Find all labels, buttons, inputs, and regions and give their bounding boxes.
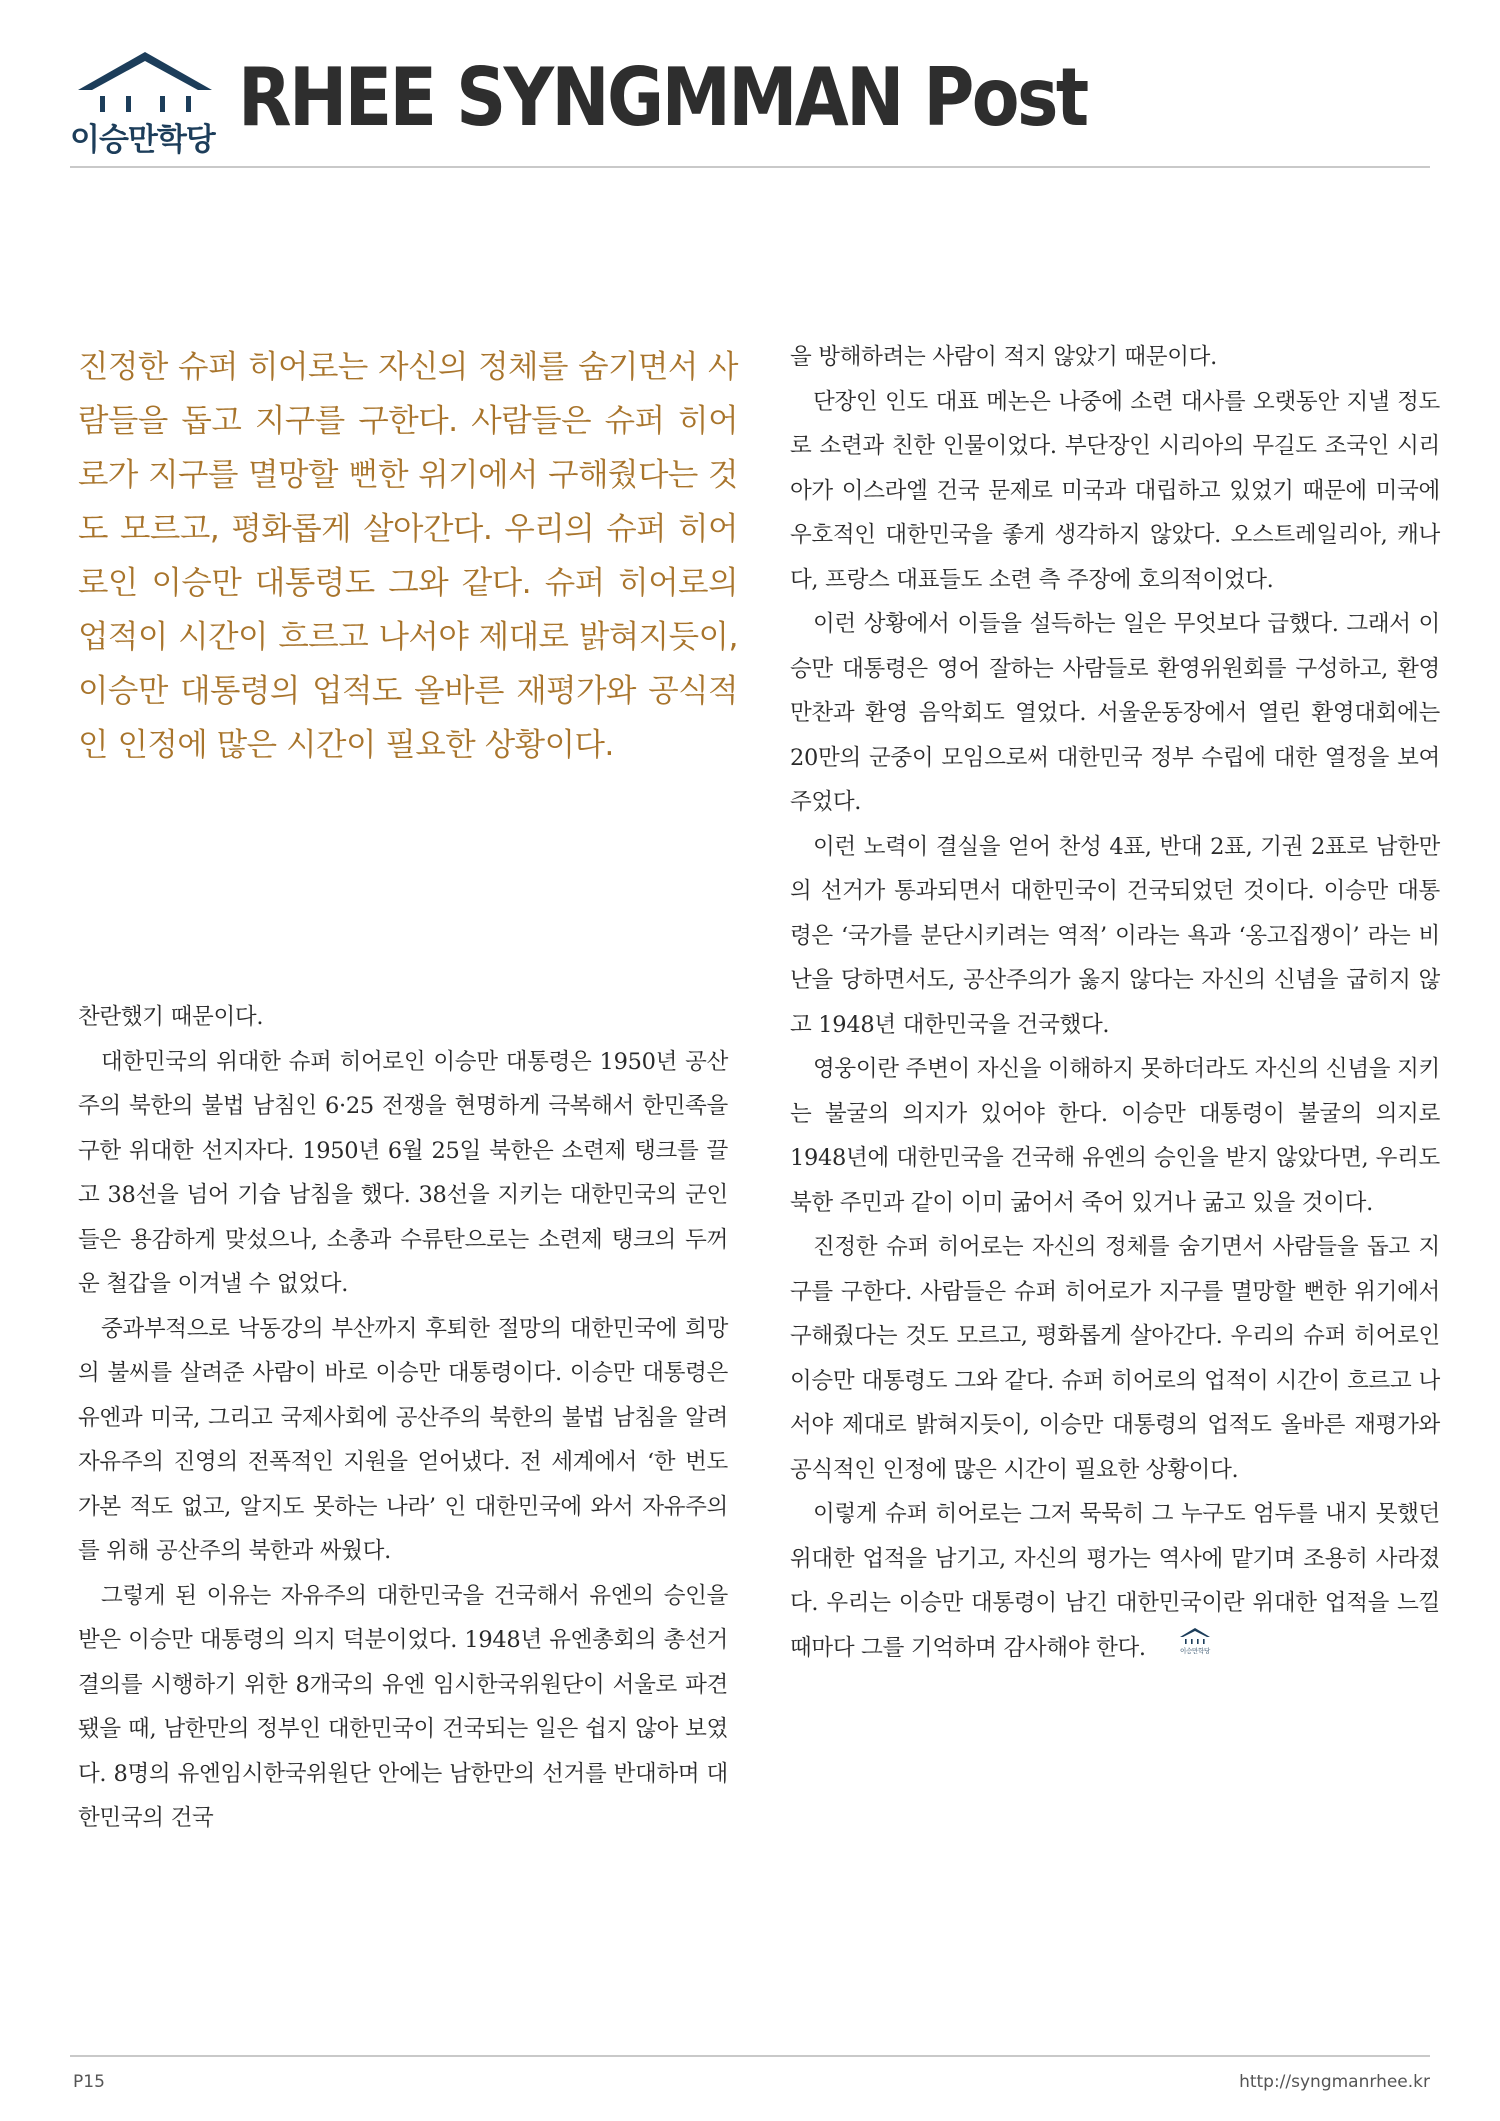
paragraph: 이런 노력이 결실을 얻어 찬성 4표, 반대 2표, 기권 2표로 남한만의 선거가 통과되면서 대한민국이 건국되었던 것이다. 이승만 대통령은 ‘국가를 분단시키려는 역적’ 이라는 욕과 ‘옹고집쟁이’ 라는 비난을 당하면서도, 공산주의가 옳지 않다는 자신의 신념을 굽히지 않고 1948년 대한민국을 건국했다. <box>790 833 1440 1038</box>
header-divider <box>70 166 1430 168</box>
paragraph-text: 이렇게 슈퍼 히어로는 그저 묵묵히 그 누구도 엄두를 내지 못했던 위대한 업적을 남기고, 자신의 평가는 역사에 맡기며 조용히 사라졌다. 우리는 이승만 대통령이 남긴 대한민국이란 위대한 업적을 느낄 때마다 그를 기억하며 감사해야 한다. <box>790 1501 1440 1661</box>
page-header <box>70 48 1430 168</box>
end-logo-text: 이승만학당 <box>1179 1646 1210 1655</box>
footer-divider <box>70 2055 1430 2057</box>
paragraph: 을 방해하려는 사람이 적지 않았기 때문이다. <box>790 344 1217 370</box>
paragraph: 찬란했기 때문이다. <box>78 1004 264 1030</box>
end-logo <box>1154 1626 1213 1672</box>
pull-quote: 진정한 슈퍼 히어로는 자신의 정체를 숨기면서 사람들을 돕고 지구를 구한다. 사람들은 슈퍼 히어로가 지구를 멸망할 뻔한 위기에서 구해줬다는 것도 모르고, 평화롭게 살아간다. 우리의 슈퍼 히어로인 이승만 대통령도 그와 같다. 슈퍼 히어로의 업적이 시간이 흐르고 나서야 제대로 밝혀지듯이, 이승만 대통령의 업적도 올바른 재평가와 공식적인 인정에 많은 시간이 필요한 상황이다. <box>78 349 738 763</box>
paragraph: 이런 상황에서 이들을 설득하는 일은 무엇보다 급했다. 그래서 이승만 대통령은 영어 잘하는 사람들로 환영위원회를 구성하고, 환영 만찬과 환영 음악회도 열었다. 서울운동장에서 열린 환영대회에는 20만의 군중이 모임으로써 대한민국 정부 수립에 대한 열정을 보여주었다. <box>790 611 1440 815</box>
paragraph: 그렇게 된 이유는 자유주의 대한민국을 건국해서 유엔의 승인을 받은 이승만 대통령의 의지 덕분이었다. 1948년 유엔총회의 총선거 결의를 시행하기 위한 8개국의 유엔 임시한국위원단이 서울로 파견됐을 때, 남한만의 정부인 대한민국이 건국되는 일은 쉽지 않아 보였다. 8명의 유엔임시한국위원단 안에는 남한만의 선거를 반대하며 대한민국의 건국 <box>78 1582 728 1831</box>
paragraph: 중과부적으로 낙동강의 부산까지 후퇴한 절망의 대한민국에 희망의 불씨를 살려준 사람이 바로 이승만 대통령이다. 이승만 대통령은 유엔과 미국, 그리고 국제사회에 공산주의 북한의 불법 남침을 알려 자유주의 진영의 전폭적인 지원을 얻어냈다. 전 세계에서 ‘한 번도 가본 적도 없고, 알지도 못하는 나라’ 인 대한민국에 와서 자유주의를 위해 공산주의 북한과 싸웠다. <box>78 1315 728 1564</box>
site-url[interactable]: http://syngmanrhee.kr <box>1239 2072 1430 2092</box>
site-logo[interactable] <box>70 48 220 158</box>
masthead-title: RHEE SYNGMMAN Post <box>238 51 1087 144</box>
paragraph: 대한민국의 위대한 슈퍼 히어로인 이승만 대통령은 1950년 공산주의 북한의 불법 남침인 6·25 전쟁을 현명하게 극복해서 한민족을 구한 위대한 선지자다. 1950년 6월 25일 북한은 소련제 탱크를 끌고 38선을 넘어 기습 남침을 했다. 38선을 지키는 대한민국의 군인들은 용감하게 맞섰으나, 소총과 수류탄으로는 소련제 탱크의 두꺼운 철갑을 이겨낼 수 없었다. <box>78 1048 728 1297</box>
house-icon <box>70 48 220 118</box>
right-column <box>790 335 1440 1671</box>
page-number: P15 <box>73 2072 105 2092</box>
paragraph-last <box>790 1492 1440 1671</box>
paragraph: 영웅이란 주변이 자신을 이해하지 못하더라도 자신의 신념을 지키는 불굴의 의지가 있어야 한다. 이승만 대통령이 불굴의 의지로 1948년에 대한민국을 건국해 유엔의 승인을 받지 않았다면, 우리도 북한 주민과 같이 이미 굶어서 죽어 있거나 굶고 있을 것이다. <box>790 1056 1440 1216</box>
paragraph: 단장인 인도 대표 메논은 나중에 소련 대사를 오랫동안 지낼 정도로 소련과 친한 인물이었다. 부단장인 시리아의 무길도 조국인 시리아가 이스라엘 건국 문제로 미국과 대립하고 있었기 때문에 미국에 우호적인 대한민국을 좋게 생각하지 않았다. 오스트레일리아, 캐나다, 프랑스 대표들도 소련 측 주장에 호의적이었다. <box>790 388 1440 593</box>
paragraph: 진정한 슈퍼 히어로는 자신의 정체를 숨기면서 사람들을 돕고 지구를 구한다. 사람들은 슈퍼 히어로가 지구를 멸망할 뻔한 위기에서 구해줬다는 것도 모르고, 평화롭게 살아간다. 우리의 슈퍼 히어로인 이승만 대통령도 그와 같다. 슈퍼 히어로의 업적이 시간이 흐르고 나서야 제대로 밝혀지듯이, 이승만 대통령의 업적도 올바른 재평가와 공식적인 인정에 많은 시간이 필요한 상황이다. <box>790 1234 1440 1483</box>
left-column <box>78 995 728 1841</box>
house-icon <box>1177 1626 1213 1656</box>
logo-text: 이승만학당 <box>70 122 215 158</box>
